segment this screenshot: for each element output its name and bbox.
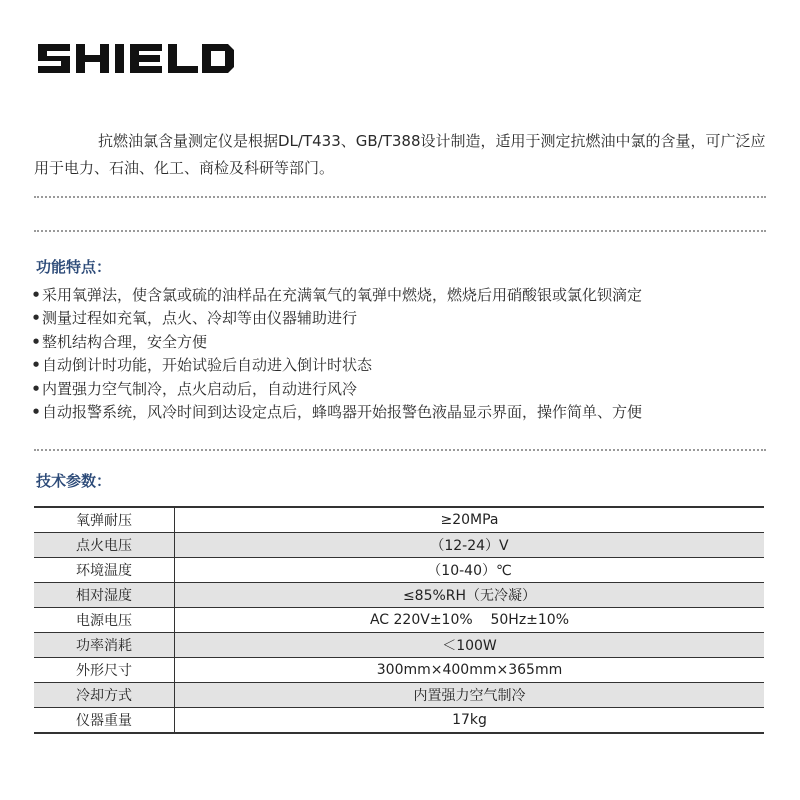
spec-value: 300mm×400mm×365mm	[175, 658, 765, 683]
dotted-divider	[34, 196, 766, 198]
spec-value: AC 220V±10% 50Hz±10%	[175, 608, 765, 633]
spec-value: ≤85%RH（无冷凝）	[175, 583, 765, 608]
dotted-divider	[34, 230, 766, 232]
bullet-icon: •	[31, 309, 41, 328]
dotted-divider	[34, 449, 766, 451]
features-list	[30, 284, 775, 424]
spec-value: 内置强力空气制冷	[175, 683, 765, 708]
spec-value: ＜100W	[175, 633, 765, 658]
table-row	[34, 507, 764, 533]
intro-paragraph: 抗燃油氯含量测定仪是根据DL/T433、GB/T388设计制造，适用于测定抗燃油中氯的含量，可广泛应用于电力、石油、化工、商检及科研等部门。	[34, 132, 766, 177]
spec-label: 电源电压	[34, 608, 175, 633]
features-title: 功能特点：	[36, 258, 112, 276]
table-row	[34, 583, 764, 608]
specs-table	[34, 506, 764, 734]
table-row	[34, 608, 764, 633]
spec-value: 17kg	[175, 708, 765, 734]
spec-label: 外形尺寸	[34, 658, 175, 683]
shield-logo	[36, 40, 236, 76]
bullet-icon: •	[31, 403, 41, 422]
feature-item: •自动报警系统，风冷时间到达设定点后，蜂鸣器开始报警色液晶显示界面，操作简单、方便	[30, 401, 775, 424]
feature-item: •采用氧弹法，使含氯或硫的油样品在充满氧气的氧弹中燃烧，燃烧后用硝酸银或氯化钡滴定	[30, 284, 775, 307]
feature-item: •内置强力空气制冷，点火启动后，自动进行风冷	[30, 378, 775, 401]
spec-value: ≥20MPa	[175, 507, 765, 533]
spec-label: 相对湿度	[34, 583, 175, 608]
spec-value: （10-40）℃	[175, 558, 765, 583]
bullet-icon: •	[31, 379, 41, 398]
spec-label: 冷却方式	[34, 683, 175, 708]
spec-label: 功率消耗	[34, 633, 175, 658]
spec-label: 点火电压	[34, 533, 175, 558]
table-row	[34, 658, 764, 683]
spec-label: 氧弹耐压	[34, 507, 175, 533]
bullet-icon: •	[31, 332, 41, 351]
spec-value: （12-24）V	[175, 533, 765, 558]
feature-item: •测量过程如充氧，点火、冷却等由仪器辅助进行	[30, 307, 775, 330]
table-row	[34, 558, 764, 583]
bullet-icon: •	[31, 356, 41, 375]
feature-item: •整机结构合理，安全方便	[30, 331, 775, 354]
table-row	[34, 633, 764, 658]
table-row	[34, 683, 764, 708]
specs-title: 技术参数：	[36, 472, 112, 490]
table-row	[34, 708, 764, 734]
spec-label: 仪器重量	[34, 708, 175, 734]
spec-label: 环境温度	[34, 558, 175, 583]
feature-item: •自动倒计时功能，开始试验后自动进入倒计时状态	[30, 354, 775, 377]
bullet-icon: •	[31, 286, 41, 304]
table-row	[34, 533, 764, 558]
